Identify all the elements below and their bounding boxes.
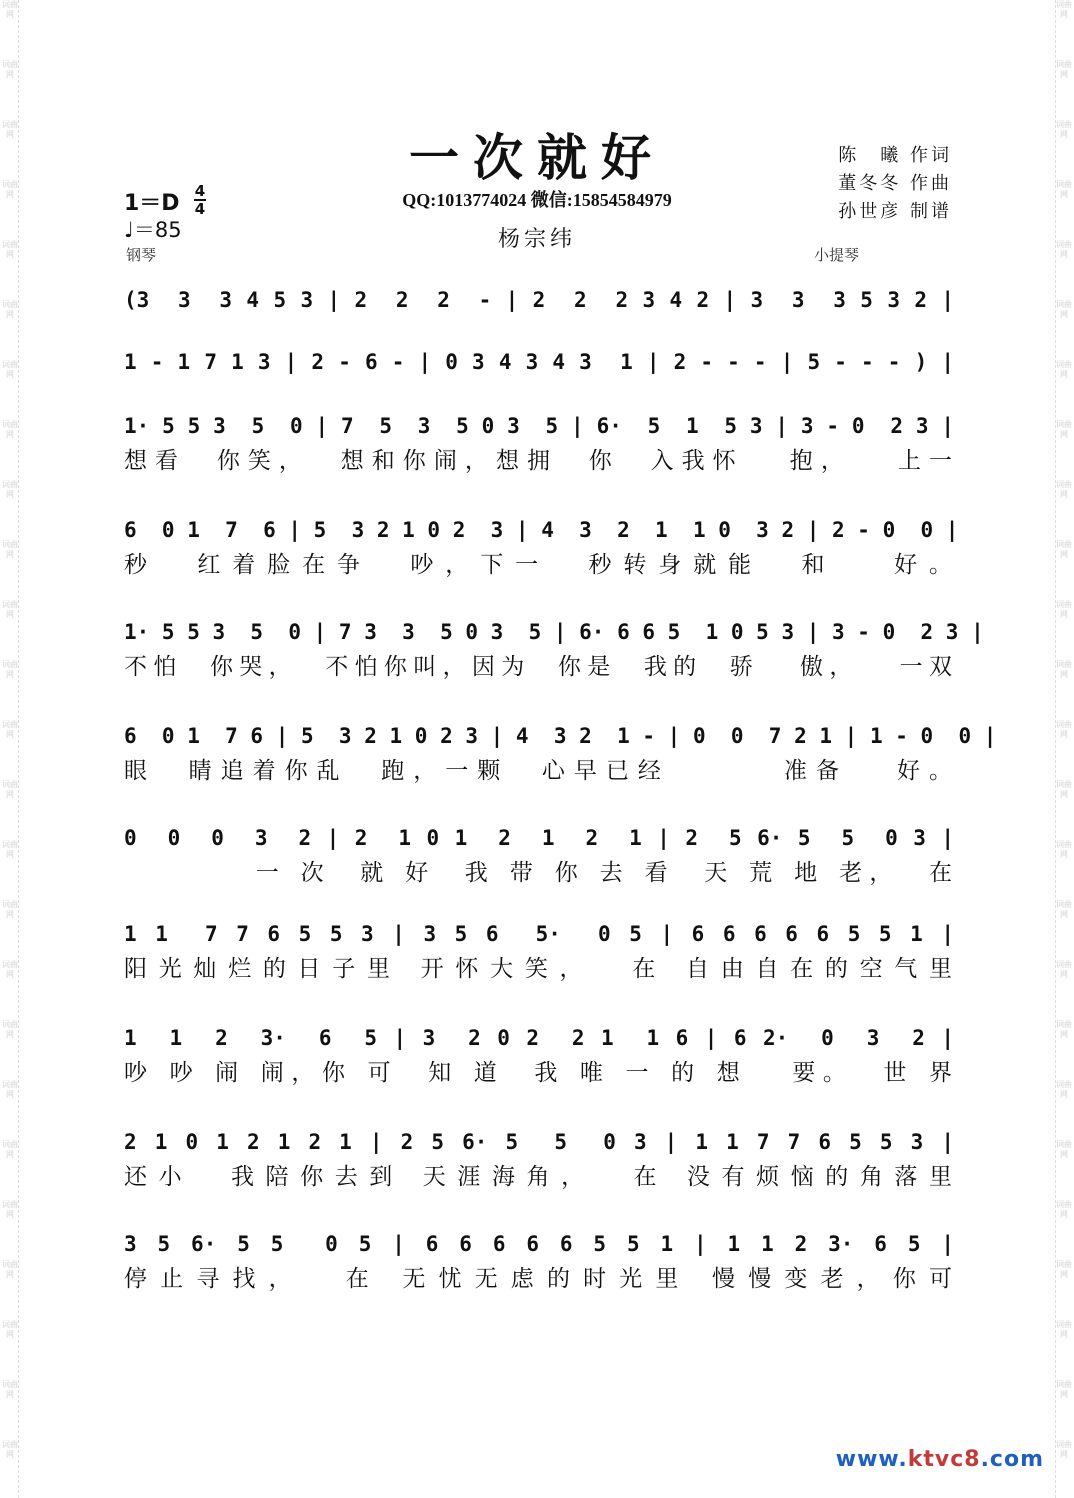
notes-text: 1· 5 5 3 5 0 | 7 3 3 5 0 3 5 | 6· 6 6 5 1 0 5 3 | 3 - 0 2 3 |: [124, 620, 984, 644]
notes-line: [124, 810, 954, 850]
left-side-watermark-strip: 词曲网 词曲网 词曲网 词曲网 词曲网 词曲网 词曲网 词曲网 词曲网 词曲网 词曲网 词曲网 词曲网 词曲网 词曲网 词曲网 词曲网 词曲网 词曲网 词曲网 词曲网 词曲网 词曲网 词曲网 词曲网: [2, 0, 19, 1498]
notes-text: 0 0 0 3 2 | 2 1 0 1 2 1 2 1 | 2 5 6· 5 5 0 3 |: [124, 826, 954, 850]
notes-text: 1 - 1 7 1 3 | 2 - 6 - | 0 3 4 3 4 3 1 | 2 - - - | 5 - - - ) |: [124, 350, 954, 374]
right-side-watermark-strip: 词曲网 词曲网 词曲网 词曲网 词曲网 词曲网 词曲网 词曲网 词曲网 词曲网 词曲网 词曲网 词曲网 词曲网 词曲网 词曲网 词曲网 词曲网 词曲网 词曲网 词曲网 词曲网 词曲网 词曲网 词曲网: [1055, 0, 1072, 1498]
site-watermark: [836, 1447, 1044, 1472]
song-title: 一次就好: [409, 128, 665, 187]
notes-text: 3 5 6· 5 5 0 5 | 6 6 6 6 6 5 5 1 | 1 1 2 3· 6 5 |: [124, 1232, 954, 1256]
notes-text: 1 1 7 7 6 5 5 3 | 3 5 6 5· 0 5 | 6 6 6 6 6 5 5 1 |: [124, 922, 954, 946]
lyrics-line: 停止寻找， 在 无忧无虑的时光里 慢慢变老，你可: [124, 1266, 954, 1292]
notes-line: [124, 398, 954, 438]
tempo-marking: ♩＝85: [124, 218, 182, 242]
instrument-violin: 小提琴: [814, 246, 860, 264]
contact-info: QQ:1013774024 微信:15854584979: [402, 190, 672, 210]
credits-block: [838, 142, 952, 226]
notes-line: [124, 708, 997, 748]
notes-text: 6 0 1 7 6 | 5 3 2 1 0 2 3 | 4 3 2 1 - | 0 0 7 2 1 | 1 - 0 0 |: [124, 724, 997, 748]
lyricist-credit: 陈 曦 作词: [838, 145, 952, 166]
lyrics-line: 吵 吵 闹 闹，你 可 知 道 我 唯 一 的 想 要。 世 界: [124, 1060, 954, 1086]
instrument-piano: 钢琴: [126, 246, 157, 264]
lyrics-line: 还小 我陪你去到 天涯海角， 在 没有烦恼的角落里: [124, 1164, 954, 1190]
notes-line: [124, 1216, 954, 1256]
notes-line: [124, 1010, 954, 1050]
meter-top: 4: [194, 182, 206, 200]
lyrics-line: 眼 睛追着你乱 跑，一颗 心早已经 准备 好。: [124, 758, 954, 784]
composer-credit: 董冬冬 作曲: [838, 173, 952, 194]
meter-bottom: 4: [194, 200, 206, 218]
notes-text: 1· 5 5 3 5 0 | 7 5 3 5 0 3 5 | 6· 5 1 5 3 | 3 - 0 2 3 |: [124, 414, 954, 438]
notes-text: 1 1 2 3· 6 5 | 3 2 0 2 2 1 1 6 | 6 2· 0 3 2 |: [124, 1026, 954, 1050]
lyrics-line: 想看 你笑， 想和你闹，想拥 你 入我怀 抱， 上一: [124, 448, 954, 474]
lyrics-line: 一 次 就 好 我 带 你 去 看 天 荒 地 老， 在: [124, 860, 954, 886]
lyrics-line: 阳光灿烂的日子里 开怀大笑， 在 自由自在的空气里: [124, 956, 954, 982]
watermark-suffix: .com: [980, 1447, 1044, 1472]
lyrics-line: 不怕 你哭， 不怕你叫，因为 你是 我的 骄 傲， 一双: [124, 654, 954, 680]
watermark-domain: ktvc8: [907, 1447, 981, 1472]
time-signature: [194, 183, 206, 217]
notes-line: [124, 604, 984, 644]
lyrics-line: 秒 红着脸在争 吵，下一 秒转身就能 和 好。: [124, 552, 954, 578]
notes-line: [124, 272, 954, 312]
watermark-prefix: www.: [835, 1447, 908, 1472]
notes-line: [124, 906, 954, 946]
notes-text: 6 0 1 7 6 | 5 3 2 1 0 2 3 | 4 3 2 1 1 0 3 2 | 2 - 0 0 |: [124, 518, 959, 542]
singer-name: 杨宗纬: [497, 227, 576, 252]
notes-text: (3 3 3 4 5 3 | 2 2 2 - | 2 2 2 3 4 2 | 3 3 3 5 3 2 |: [124, 288, 954, 312]
notes-line: [124, 334, 954, 374]
notes-line: [124, 502, 959, 542]
key-signature: 1＝D: [124, 191, 180, 216]
notes-line: [124, 1114, 954, 1154]
notes-text: 2 1 0 1 2 1 2 1 | 2 5 6· 5 5 0 3 | 1 1 7 7 6 5 5 3 |: [124, 1130, 954, 1154]
arranger-credit: 孙世彦 制谱: [838, 201, 952, 222]
